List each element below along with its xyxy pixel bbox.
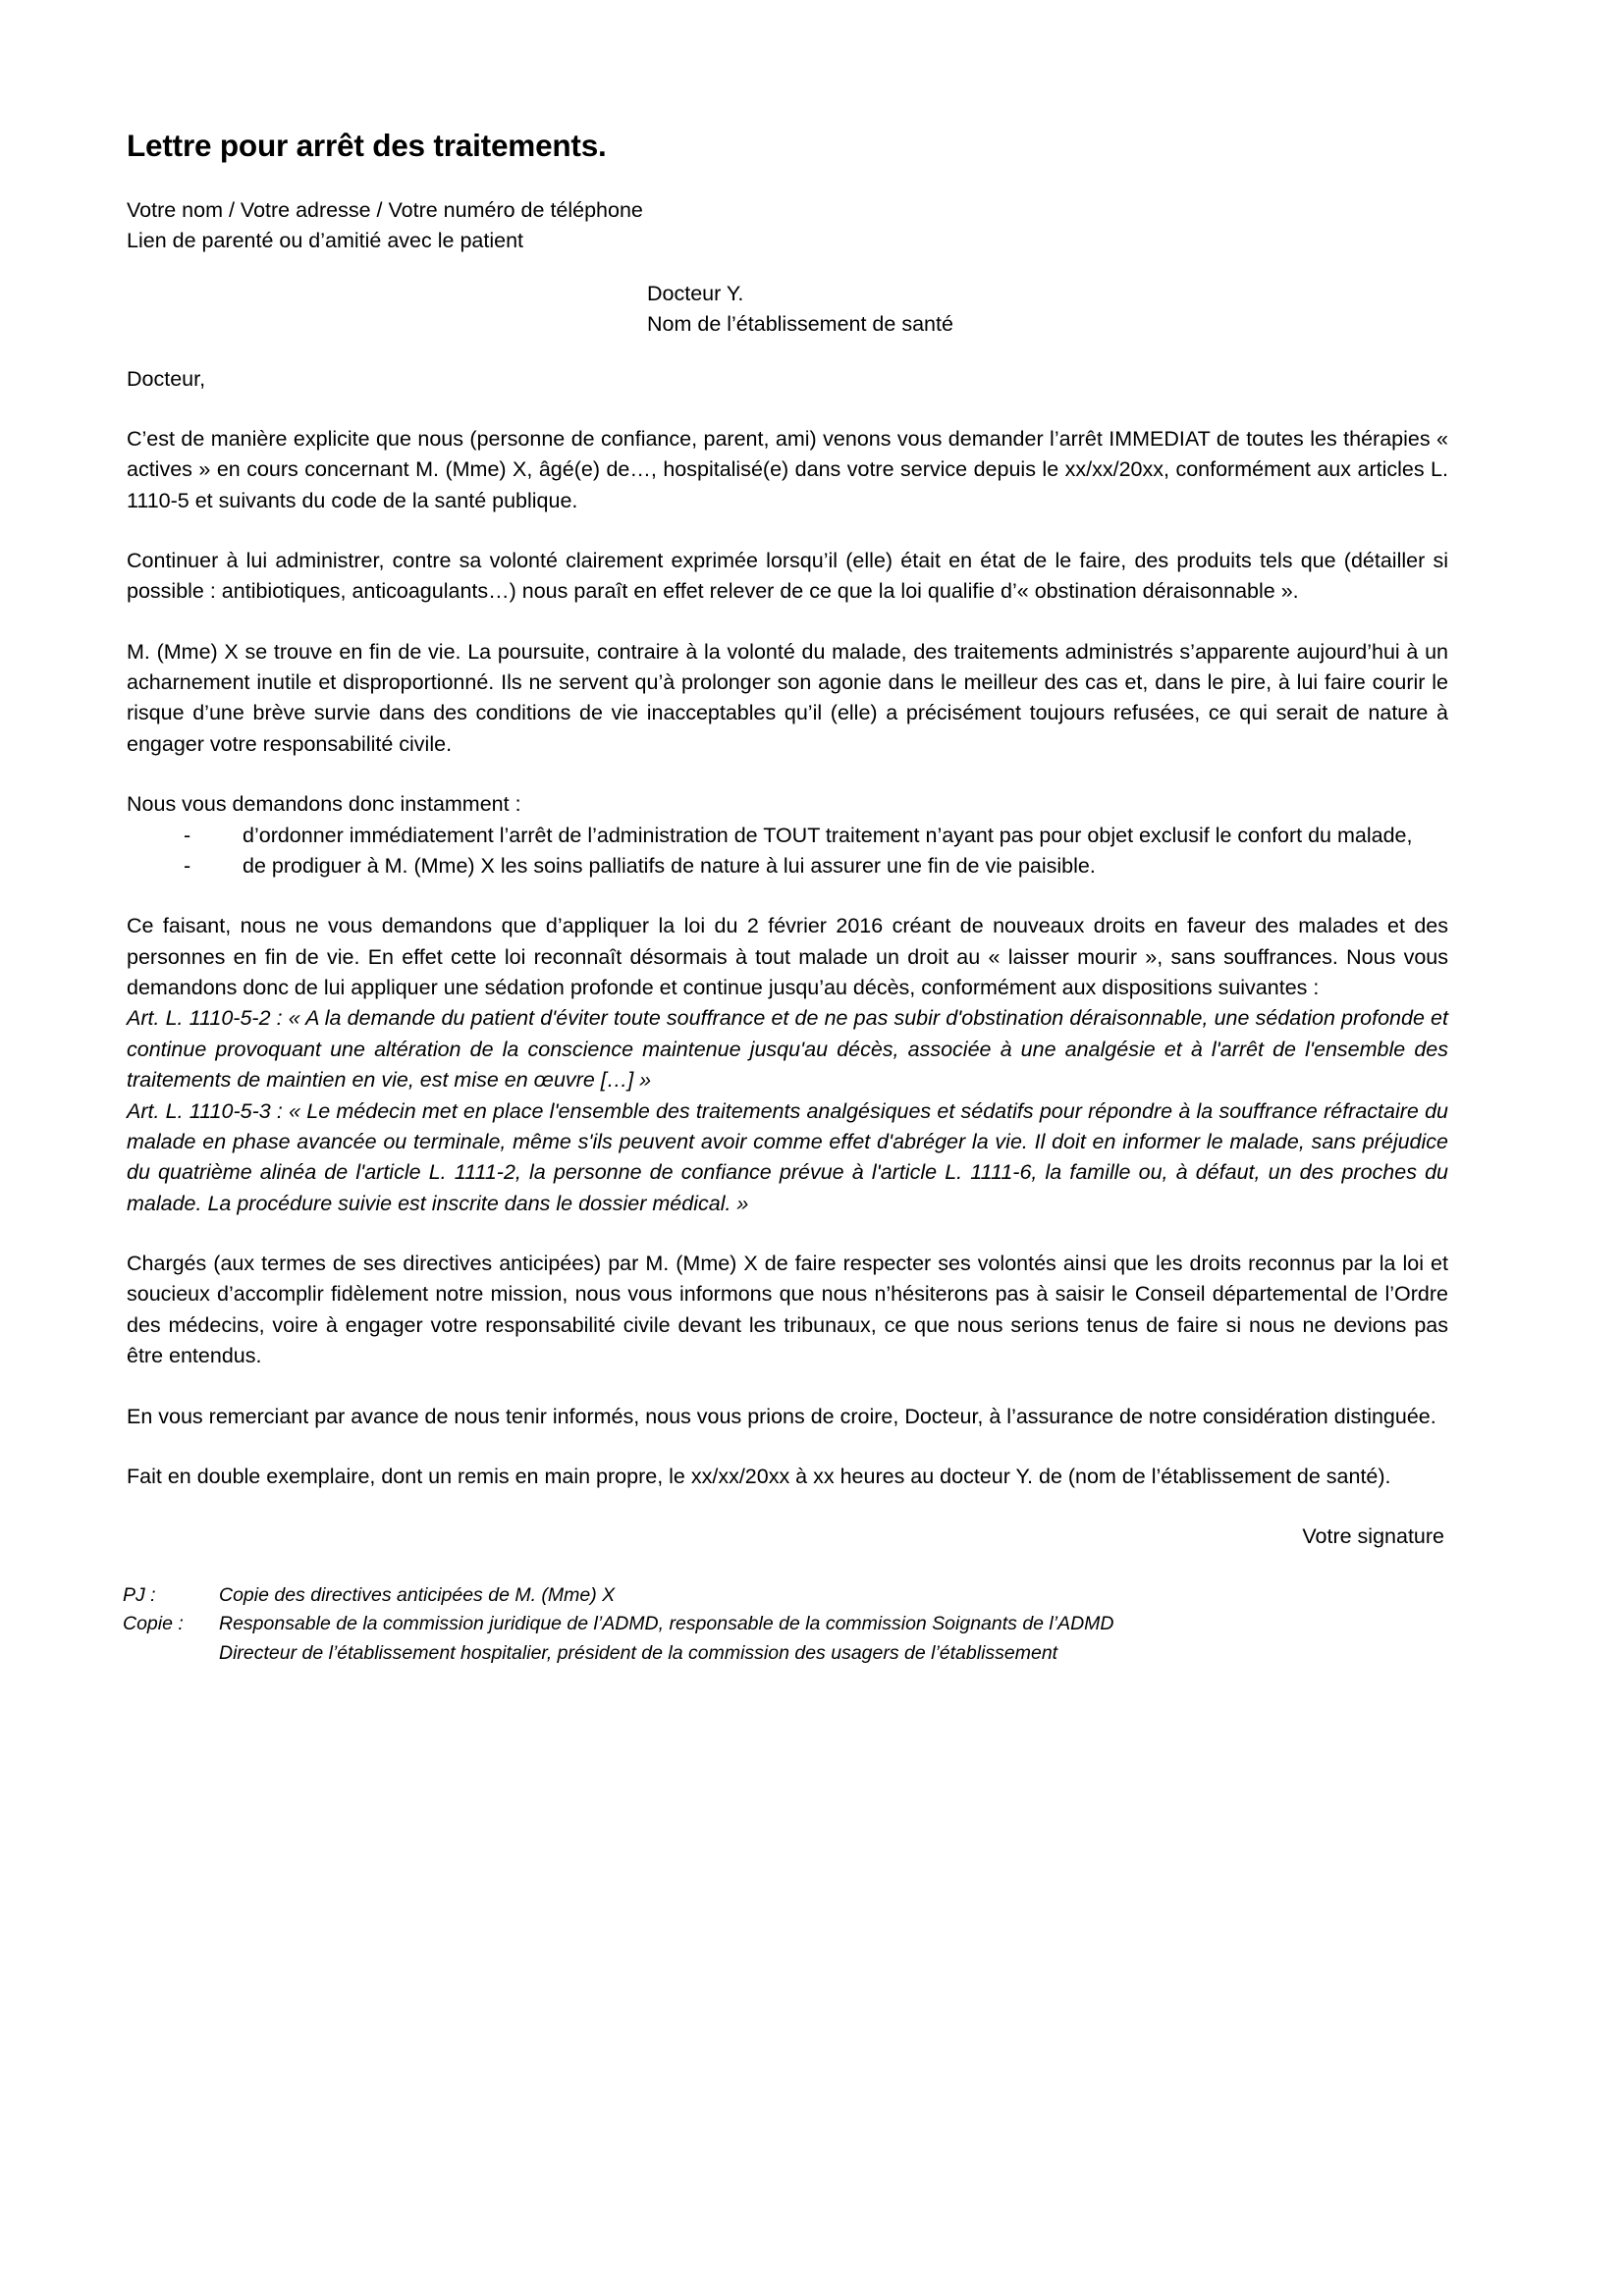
- recipient-block: [647, 279, 1448, 339]
- footer-row-copie-2: [123, 1639, 1448, 1669]
- pj-text: Copie des directives anticipées de M. (Mme) X: [219, 1583, 616, 1606]
- copie-label-spacer: [123, 1639, 219, 1669]
- paragraph-obstination: Continuer à lui administrer, contre sa volonté clairement exprimée lorsqu’il (elle) était en état de le faire, des produits tels que (détailler si possible : antibiotiques, anticoagulants…) nous paraît en effet relever de ce que la loi qualifie d’« obstination déraisonnable ».: [127, 548, 1448, 604]
- recipient-line-1: Docteur Y.: [647, 282, 744, 306]
- legal-citation-1110-5-2: Art. L. 1110-5-2 : « A la demande du patient d'éviter toute souffrance et de ne pas subir d'obstination déraisonnable, une sédation profonde et continue provoquant une altération de la conscience maintenue jusqu'au décès, associée à une analgésie et à l'arrêt de l'ensemble des traitements de maintien en vie, est mise en œuvre […] »: [127, 1006, 1448, 1093]
- paragraph-demands-intro: Nous vous demandons donc instamment :: [127, 792, 521, 817]
- sender-line-1: Votre nom / Votre adresse / Votre numéro de téléphone: [127, 198, 643, 223]
- paragraph-loi-2016: Ce faisant, nous ne vous demandons que d’appliquer la loi du 2 février 2016 créant de nouveaux droits en faveur des malades et des personnes en fin de vie. En effet cette loi reconnaît désormais à tout malade un droit au « laisser mourir », sans souffrances. Nous vous demandons donc de lui appliquer une sédation profonde et continue jusqu’au décès, conformément aux dispositions suivantes :: [127, 914, 1448, 1000]
- paragraph-request: C’est de manière explicite que nous (personne de confiance, parent, ami) venons vous demander l’arrêt IMMEDIAT de toutes les thérapies « actives » en cours concernant M. (Mme) X, âgé(e) de…, hospitalisé(e) dans votre service depuis le xx/xx/20xx, conformément aux articles L. 1110-5 et suivants du code de la santé publique.: [127, 426, 1448, 512]
- footer-row-pj: [123, 1581, 1448, 1611]
- signature-label: Votre signature: [1302, 1524, 1444, 1549]
- copie-text-2: Directeur de l’établissement hospitalier, président de la commission des usagers de l’établissement: [219, 1642, 1058, 1665]
- list-item-text: d’ordonner immédiatement l’arrêt de l’administration de TOUT traitement n’ayant pas pour objet exclusif le confort du malade,: [243, 823, 1413, 847]
- legal-citation-1110-5-3: Art. L. 1110-5-3 : « Le médecin met en place l'ensemble des traitements analgésiques et sédatifs pour répondre à la souffrance réfractaire du malade en phase avancée ou terminale, même s'ils peuvent avoir comme effet d'abréger la vie. Il doit en informer le malade, sans préjudice du quatrième alinéa de l'article L. 1111-2, la personne de confiance prévue à l'article L. 1111-6, la famille ou, à défaut, un des proches du malade. La procédure suivie est inscrite dans le dossier médical. »: [127, 1098, 1448, 1215]
- copie-text-1: Responsable de la commission juridique de l’ADMD, responsable de la commission Soignants de l’ADMD: [219, 1613, 1114, 1635]
- list-item: [184, 851, 1448, 881]
- footer-attachments: [123, 1581, 1448, 1669]
- list-bullet: -: [184, 823, 191, 847]
- sender-line-2: Lien de parenté ou d’amitié avec le patient: [127, 228, 523, 252]
- demands-list: [127, 821, 1448, 882]
- copie-label: Copie :: [123, 1613, 184, 1635]
- list-item: [184, 821, 1448, 851]
- paragraph-remerciements: En vous remerciant par avance de nous tenir informés, nous vous prions de croire, Docteur, à l’assurance de notre considération distinguée.: [127, 1404, 1436, 1428]
- pj-label: PJ :: [123, 1583, 156, 1606]
- footer-row-copie: [123, 1610, 1448, 1639]
- paragraph-fait-en-double: Fait en double exemplaire, dont un remis en main propre, le xx/xx/20xx à xx heures au docteur Y. de (nom de l’établissement de santé).: [127, 1464, 1391, 1488]
- recipient-line-2: Nom de l’établissement de santé: [647, 311, 953, 336]
- paragraph-fin-de-vie: M. (Mme) X se trouve en fin de vie. La poursuite, contraire à la volonté du malade, des traitements administrés s’apparente aujourd’hui à un acharnement inutile et disproportionné. Ils ne servent qu’à prolonger son agonie dans le meilleur des cas et, dans le pire, à lui faire courir le risque d’une brève survie dans des conditions de vie inacceptables qu’il (elle) a précisément toujours refusées, ce qui serait de nature à engager votre responsabilité civile.: [127, 639, 1448, 756]
- list-item-text: de prodiguer à M. (Mme) X les soins palliatifs de nature à lui assurer une fin de vie paisible.: [243, 853, 1096, 878]
- paragraph-charges: Chargés (aux termes de ses directives anticipées) par M. (Mme) X de faire respecter ses volontés ainsi que les droits reconnus par la loi et soucieux d’accomplir fidèlement notre mission, nous vous informons que nous n’hésiterons pas à saisir le Conseil départemental de l’Ordre des médecins, voire à engager votre responsabilité civile devant les tribunaux, ce que nous serions tenus de faire si nous ne devions pas être entendus.: [127, 1252, 1448, 1368]
- salutation: Docteur,: [127, 367, 206, 392]
- sender-block: [127, 195, 1448, 255]
- list-bullet: -: [184, 853, 191, 878]
- page-title: Lettre pour arrêt des traitements.: [127, 128, 607, 163]
